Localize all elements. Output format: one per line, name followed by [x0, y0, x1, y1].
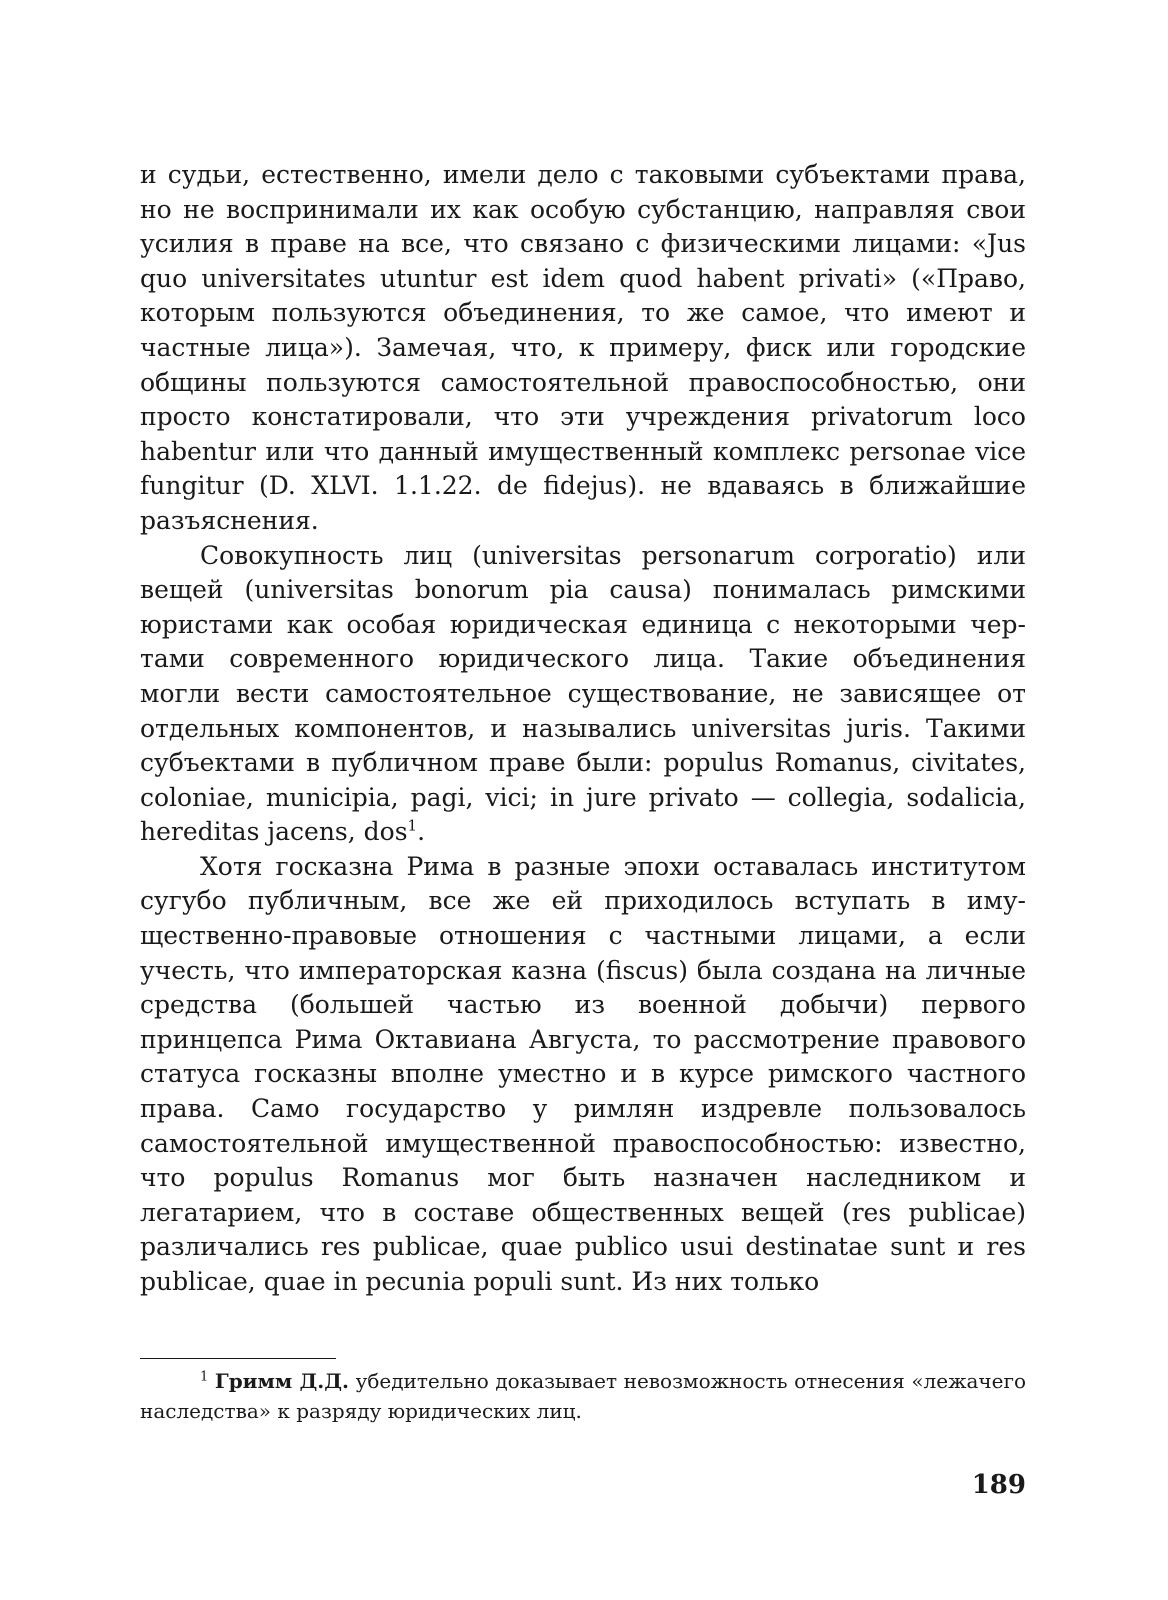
paragraph-2-end: .: [417, 817, 426, 847]
footnote-author: Гримм Д.Д.: [214, 1369, 349, 1393]
paragraph-2: [140, 539, 1026, 850]
footnote-marker: 1: [200, 1369, 209, 1385]
paragraph-3: Хотя госказна Рима в разные эпохи оставалась институтом сугубо публичным, все же ей приходилось вступать в имущественно-правовые отношения с частными лицами, а если учесть, что императорская казна (fiscus) была создана на личные средства (большей частью из военной добычи) первого принцепса Рима Октавиана Августа, то рассмотрение правового статуса госказны вполне уместно и в курсе римского частного права. Само государство у римлян издревле пользовалось самостоятельной имущественной правоспособностью: известно, что populus Romanus мог быть назначен наследником и легатарием, что в составе общественных вещей (res publicae) различались res publicae, quae publico usui destinatae sunt и res publicae, quae in pecunia populi sunt. Из них только: [140, 851, 1026, 1296]
footnote-reference[interactable]: 1: [407, 816, 418, 835]
paragraph-1: и судьи, естественно, имели дело с таковыми субъектами права, но не воспринимали их как особую субстанцию, направляя свои усилия в праве на все, что связано с физическими лицами: «Jus quo universitates utuntur est idem quod habent privati» («Право, которым пользуются объединения, то же самое, что имеют и частные лица»). Замечая, что, к примеру, фиск или городские общины пользуются самостоятельной правоспособностью, они просто констатировали, что эти учреждения privatorum loco habentur или что данный имущественный комплекс personae vice fungitur (D. XLVI. 1.1.22. de fidejus). не вдаваясь в ближайшие разъяснения.: [140, 160, 1026, 535]
main-text: [140, 158, 1026, 1300]
page-number: 189: [971, 1470, 1026, 1500]
footnote: [140, 1366, 1026, 1426]
footnote-text: убедительно доказывает невозможность отнесения «лежачего наследства» к разряду юридических лиц.: [140, 1369, 1027, 1423]
paragraph-2-text: Совокупность лиц (universitas personarum corporatio) или вещей (universitas bonorum pia causa) понималась римскими юристами как особая юридическая единица с некоторыми чертами современного юридического лица. Такие объединения могли вести самостоятельное существование, не зависящее от отдельных компонентов, и назывались universitas juris. Такими субъектами в публичном праве были: populus Romanus, civitates, coloniae, municipia, pagi, vici; in jure privato — collegia, sodalicia, hereditas jacens, dos: [140, 540, 1026, 847]
footnote-separator: [140, 1358, 336, 1359]
